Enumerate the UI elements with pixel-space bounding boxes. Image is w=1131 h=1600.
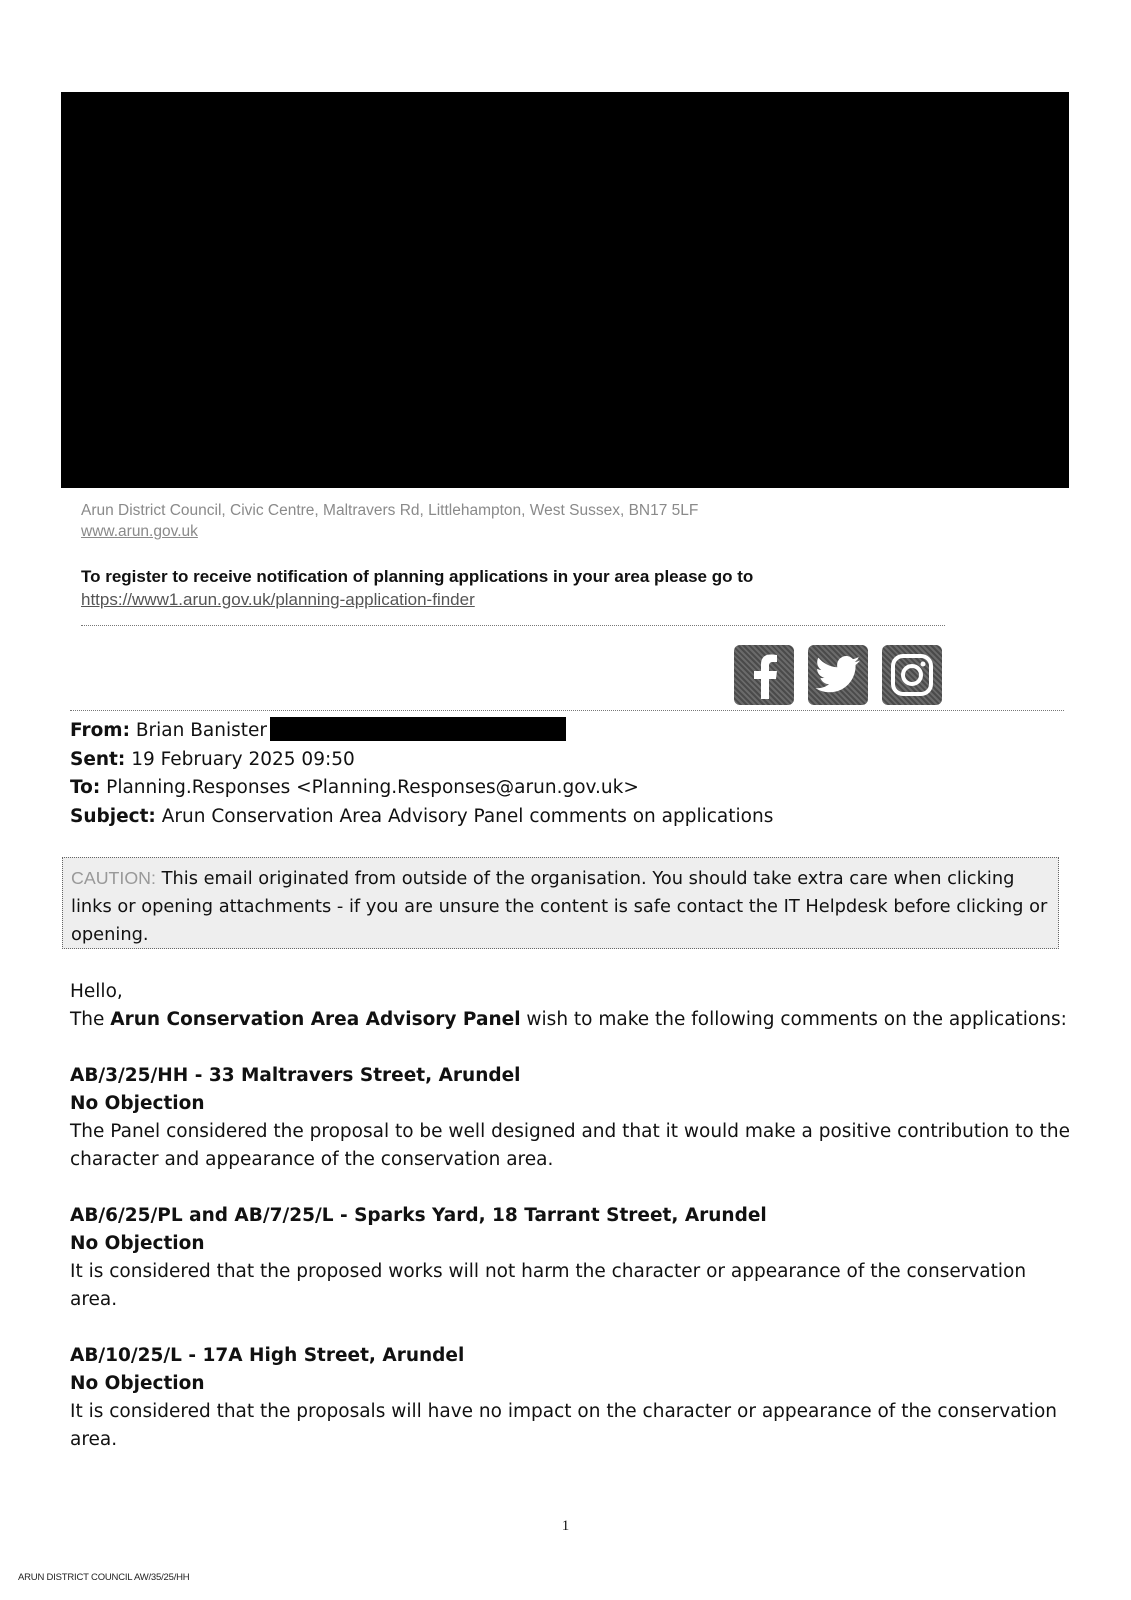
email-headers <box>70 717 773 831</box>
application-ref <box>70 1062 1070 1090</box>
sent-value: 19 February 2025 09:50 <box>131 748 355 770</box>
application-ref-text: AB/6/25/PL and AB/7/25/L - Sparks Yard, 18 Tarrant Street, Arundel <box>70 1205 767 1226</box>
caution-banner <box>62 857 1059 949</box>
from-label: From: <box>70 720 130 741</box>
subject-value: Arun Conservation Area Advisory Panel comments on applications <box>161 805 774 827</box>
register-text: To register to receive notification of planning applications in your area please go to <box>81 567 754 586</box>
page-number: 1 <box>561 1518 570 1534</box>
redaction-block-header <box>61 92 1069 488</box>
application-comment: The Panel considered the proposal to be well designed and that it would make a positive contribution to the character and appearance of the conservation area. <box>70 1121 1070 1170</box>
facebook-icon[interactable] <box>734 645 794 705</box>
divider <box>70 710 1064 711</box>
document-reference: ARUN DISTRICT COUNCIL AW/35/25/HH <box>18 1572 190 1583</box>
application-comment: It is considered that the proposed works will not harm the character or appearance of the conservation area. <box>70 1261 1027 1310</box>
greeting: Hello, <box>70 981 123 1002</box>
instagram-icon[interactable] <box>882 645 942 705</box>
caution-text: This email originated from outside of the organisation. You should take extra care when clicking links or opening attachments - if you are unsure the content is safe contact the IT Helpdesk before clicking or opening. <box>71 868 1048 945</box>
sent-line <box>70 746 773 775</box>
intro-post: wish to make the following comments on the applications: <box>520 1009 1067 1030</box>
application-decision-text: No Objection <box>70 1233 205 1254</box>
caution-label: CAUTION: <box>71 868 156 888</box>
planning-finder-link[interactable]: https://www1.arun.gov.uk/planning-application-finder <box>81 590 475 609</box>
application-decision-text: No Objection <box>70 1093 205 1114</box>
application-ref-text: AB/3/25/HH - 33 Maltravers Street, Arundel <box>70 1065 521 1086</box>
intro-paragraph <box>70 1006 1070 1034</box>
council-address-block <box>81 500 698 542</box>
application-ref <box>70 1202 1070 1230</box>
application-decision <box>70 1370 1070 1398</box>
to-label: To: <box>70 777 101 798</box>
to-value: Planning.Responses <Planning.Responses@arun.gov.uk> <box>106 777 639 798</box>
council-website-link[interactable]: www.arun.gov.uk <box>81 523 198 540</box>
from-line <box>70 717 773 746</box>
subject-label: Subject: <box>70 805 156 827</box>
divider <box>81 625 945 626</box>
to-line <box>70 774 773 803</box>
register-notice <box>81 565 753 611</box>
application-decision <box>70 1090 1070 1118</box>
sent-label: Sent: <box>70 748 126 770</box>
application-decision-text: No Objection <box>70 1373 205 1394</box>
application-ref-text: AB/10/25/L - 17A High Street, Arundel <box>70 1345 465 1366</box>
council-address: Arun District Council, Civic Centre, Maltravers Rd, Littlehampton, West Sussex, BN17 5LF <box>81 502 699 519</box>
subject-line <box>70 803 773 832</box>
application-comment: It is considered that the proposals will have no impact on the character or appearance of the conservation area. <box>70 1401 1057 1450</box>
redaction-sender-email <box>270 717 566 741</box>
panel-name: Arun Conservation Area Advisory Panel <box>110 1009 521 1030</box>
application-ref <box>70 1342 1070 1370</box>
email-body <box>70 978 1070 1454</box>
from-value: Brian Banister <box>135 720 268 741</box>
social-icons <box>734 645 942 705</box>
intro-pre: The <box>70 1009 111 1030</box>
application-decision <box>70 1230 1070 1258</box>
twitter-icon[interactable] <box>808 645 868 705</box>
